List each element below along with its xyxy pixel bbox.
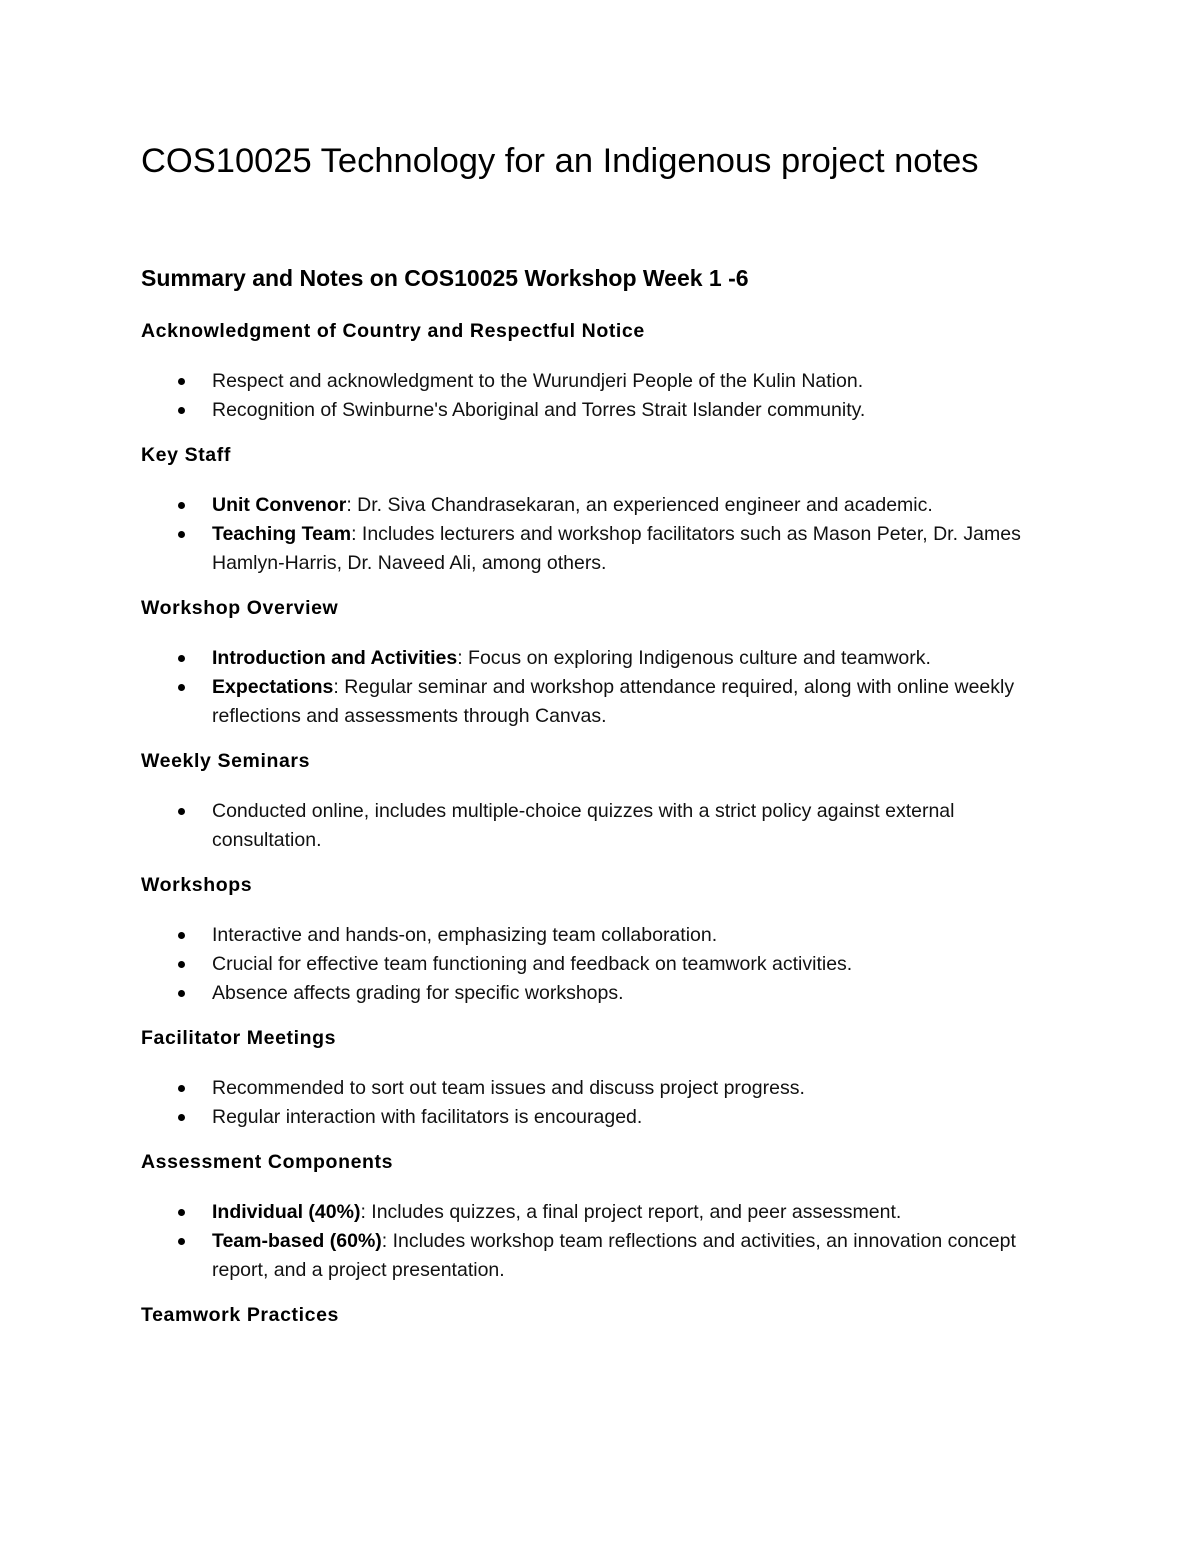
bullet-icon	[178, 655, 185, 662]
list-item-text: : Dr. Siva Chandrasekaran, an experienced engineer and academic.	[346, 494, 933, 516]
list-item-term: Introduction and Activities	[212, 647, 458, 669]
section	[141, 1301, 1061, 1330]
section-heading: Assessment Components	[141, 1151, 394, 1173]
list-item	[141, 979, 1061, 1008]
list-item-text: : Focus on exploring Indigenous culture and teamwork.	[457, 647, 931, 669]
bullet-icon	[178, 990, 185, 997]
bullet-icon	[178, 378, 185, 385]
section	[141, 1024, 1061, 1132]
section-heading: Weekly Seminars	[141, 750, 311, 772]
list-item-text: : Includes lecturers and workshop facilitators such as Mason Peter, Dr. James Hamlyn-Harris, Dr. Naveed Ali, among others.	[212, 523, 1021, 574]
list-item-text: Interactive and hands-on, emphasizing team collaboration.	[212, 924, 718, 946]
list-item	[141, 950, 1061, 979]
section	[141, 594, 1061, 731]
bullet-list	[141, 921, 1061, 1008]
list-item-text: Respect and acknowledgment to the Wurundjeri People of the Kulin Nation.	[212, 370, 864, 392]
list-item-text: : Includes quizzes, a final project report, and peer assessment.	[360, 1201, 902, 1223]
list-item	[141, 921, 1061, 950]
list-item-term: Team-based (60%)	[212, 1230, 382, 1252]
bullet-list	[141, 367, 1061, 425]
list-item	[141, 1227, 1061, 1285]
section	[141, 317, 1061, 425]
list-item	[141, 797, 1061, 855]
list-item-term: Individual (40%)	[212, 1201, 361, 1223]
bullet-icon	[178, 961, 185, 968]
list-item-text: Crucial for effective team functioning and feedback on teamwork activities.	[212, 953, 853, 975]
section-heading: Facilitator Meetings	[141, 1027, 337, 1049]
bullet-list	[141, 797, 1061, 855]
section	[141, 441, 1061, 578]
sections-container	[141, 317, 1061, 1351]
list-item-text: : Regular seminar and workshop attendance required, along with online weekly reflections and assessments through Canvas.	[212, 676, 1015, 727]
section	[141, 1148, 1061, 1285]
list-item-text: : Includes workshop team reflections and activities, an innovation concept report, and a project presentation.	[212, 1230, 1016, 1281]
section	[141, 747, 1061, 855]
bullet-icon	[178, 684, 185, 691]
list-item	[141, 644, 1061, 673]
section-heading: Key Staff	[141, 444, 231, 466]
list-item-text: Recognition of Swinburne's Aboriginal and Torres Strait Islander community.	[212, 399, 866, 421]
bullet-icon	[178, 531, 185, 538]
bullet-list	[141, 491, 1061, 578]
list-item	[141, 520, 1061, 578]
list-item	[141, 673, 1061, 731]
bullet-list	[141, 1074, 1061, 1132]
section-heading: Workshop Overview	[141, 597, 339, 619]
section-heading: Workshops	[141, 874, 253, 896]
bullet-icon	[178, 1209, 185, 1216]
bullet-icon	[178, 1238, 185, 1245]
list-item-text: Recommended to sort out team issues and discuss project progress.	[212, 1077, 805, 1099]
list-item-text: Regular interaction with facilitators is encouraged.	[212, 1106, 643, 1128]
list-item	[141, 396, 1061, 425]
bullet-icon	[178, 932, 185, 939]
list-item-term: Expectations	[212, 676, 334, 698]
list-item-text: Absence affects grading for specific workshops.	[212, 982, 624, 1004]
document-subtitle: Summary and Notes on COS10025 Workshop Week 1 -6	[141, 265, 749, 291]
list-item	[141, 1198, 1061, 1227]
list-item-term: Teaching Team	[212, 523, 352, 545]
section-heading: Acknowledgment of Country and Respectful Notice	[141, 320, 645, 342]
bullet-icon	[178, 407, 185, 414]
list-item	[141, 367, 1061, 396]
section-heading: Teamwork Practices	[141, 1304, 339, 1326]
section	[141, 871, 1061, 1008]
list-item	[141, 491, 1061, 520]
list-item-text: Conducted online, includes multiple-choice quizzes with a strict policy against external consultation.	[212, 800, 955, 851]
bullet-icon	[178, 808, 185, 815]
list-item-term: Unit Convenor	[212, 494, 347, 516]
bullet-list	[141, 1198, 1061, 1285]
list-item	[141, 1074, 1061, 1103]
bullet-icon	[178, 1114, 185, 1121]
bullet-icon	[178, 1085, 185, 1092]
document-title: COS10025 Technology for an Indigenous project notes	[141, 142, 979, 180]
list-item	[141, 1103, 1061, 1132]
bullet-icon	[178, 502, 185, 509]
bullet-list	[141, 644, 1061, 731]
